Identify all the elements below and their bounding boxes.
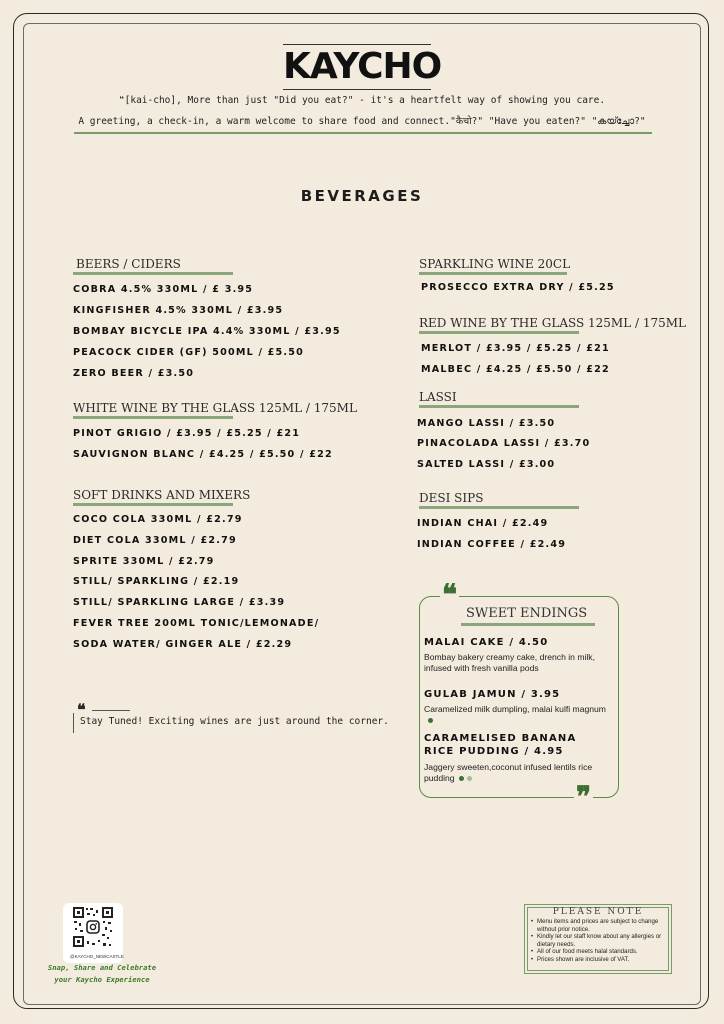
section-title-beers: BEERS / CIDERS <box>76 257 181 271</box>
tagline-line-1: ❝[kai-cho], More than just "Did you eat?" - it's a heartfelt way of showing you care. <box>118 95 606 106</box>
quote-bar <box>73 713 74 733</box>
menu-item: PEACOCK CIDER (GF) 500ML / £5.50 <box>73 347 305 358</box>
dot-icon <box>459 776 464 781</box>
dessert-name: RICE PUDDING / 4.95 <box>424 746 564 757</box>
dessert-name: MALAI CAKE / 4.50 <box>424 637 549 648</box>
please-note-list <box>531 918 671 964</box>
open-quote-icon: ❝ <box>442 578 458 611</box>
dot-icon <box>428 718 433 723</box>
section-underline <box>419 506 579 509</box>
section-title-desi-sips: DESI SIPS <box>419 491 484 505</box>
dessert-description <box>424 704 614 726</box>
menu-item: BOMBAY BICYCLE IPA 4.4% 330ML / £3.95 <box>73 326 341 337</box>
menu-item: INDIAN CHAI / £2.49 <box>417 518 549 529</box>
menu-item: COCO COLA 330ML / £2.79 <box>73 514 243 525</box>
note-item: • Menu items and prices are subject to change without prior notice. <box>531 918 671 933</box>
menu-item: MANGO LASSI / £3.50 <box>417 418 556 429</box>
section-title-white-wine: WHITE WINE BY THE GLASS 125ML / 175ML <box>73 401 357 415</box>
quote-mark-icon: ❝ <box>77 700 86 719</box>
sweet-endings-title: SWEET ENDINGS <box>466 606 588 621</box>
please-note-title: PLEASE NOTE <box>552 907 644 917</box>
menu-item: DIET COLA 330ML / £2.79 <box>73 535 237 546</box>
section-title-soft-drinks: SOFT DRINKS AND MIXERS <box>73 488 251 502</box>
note-item: • Prices shown are inclusive of VAT. <box>531 956 671 964</box>
menu-item: STILL/ SPARKLING / £2.19 <box>73 576 240 587</box>
snap-share-line-2: your Kaycho Experience <box>54 975 150 984</box>
dessert-description: Bombay bakery creamy cake, drench in milk, infused with fresh vanilla pods <box>424 652 595 673</box>
menu-item: MERLOT / £3.95 / £5.25 / £21 <box>421 343 610 354</box>
tagline-divider <box>74 132 652 134</box>
note-item: • All of our food meets halal standards. <box>531 948 671 956</box>
menu-item: INDIAN COFFEE / £2.49 <box>417 539 567 550</box>
section-title-lassi: LASSI <box>419 390 457 404</box>
menu-item: COBRA 4.5% 330ML / £ 3.95 <box>73 284 254 295</box>
menu-item: PINACOLADA LASSI / £3.70 <box>417 438 591 449</box>
note-item: • Kindly let our staff know about any allergies or dietary needs. <box>531 933 671 948</box>
menu-item: MALBEC / £4.25 / £5.50 / £22 <box>421 364 610 375</box>
menu-item: PINOT GRIGIO / £3.95 / £5.25 / £21 <box>73 428 301 439</box>
menu-item: SAUVIGNON BLANC / £4.25 / £5.50 / £22 <box>73 449 333 460</box>
dessert-description-text: Caramelized milk dumpling, malai kulfi magnum <box>424 704 606 714</box>
menu-item: SODA WATER/ GINGER ALE / £2.29 <box>73 639 293 650</box>
section-underline <box>419 331 579 334</box>
page-title: BEVERAGES <box>300 187 424 205</box>
logo: KAYCHO <box>283 44 431 90</box>
section-title-sparkling: SPARKLING WINE 20CL <box>419 257 571 271</box>
dessert-name: GULAB JAMUN / 3.95 <box>424 689 561 700</box>
menu-item: STILL/ SPARKLING LARGE / £3.39 <box>73 597 286 608</box>
section-underline <box>73 272 233 275</box>
close-quote-icon: ❞ <box>576 780 592 813</box>
snap-share-line-1: Snap, Share and Celebrate <box>47 963 157 972</box>
section-title-red-wine: RED WINE BY THE GLASS 125ML / 175ML <box>419 316 687 330</box>
menu-item: SPRITE 330ML / £2.79 <box>73 556 215 567</box>
menu-item: SALTED LASSI / £3.00 <box>417 459 556 470</box>
menu-item: FEVER TREE 200ML TONIC/LEMONADE/ <box>73 618 320 629</box>
sweet-underline <box>461 623 595 626</box>
dessert-description <box>424 762 614 784</box>
section-underline <box>419 405 579 408</box>
section-underline <box>73 416 233 419</box>
section-underline <box>73 503 233 506</box>
quote-rule <box>92 710 130 711</box>
menu-item: PROSECCO EXTRA DRY / £5.25 <box>421 282 615 293</box>
stay-tuned-note: Stay Tuned! Exciting wines are just around the corner. <box>80 716 389 727</box>
menu-item: KINGFISHER 4.5% 330ML / £3.95 <box>73 305 284 316</box>
section-underline <box>419 272 567 275</box>
dessert-name: CARAMELISED BANANA <box>424 733 577 744</box>
social-handle: @KAYCHO_NEWCASTLE <box>70 954 124 959</box>
dot-icon <box>467 776 472 781</box>
tagline-line-2: A greeting, a check-in, a warm welcome to share food and connect."कैचो?" "Have you eaten?" "കയ്ച്ചോ?" <box>78 116 646 127</box>
dessert-description-text: Jaggery sweeten,coconut infused lentils rice pudding <box>424 762 593 783</box>
menu-item: ZERO BEER / £3.50 <box>73 368 195 379</box>
